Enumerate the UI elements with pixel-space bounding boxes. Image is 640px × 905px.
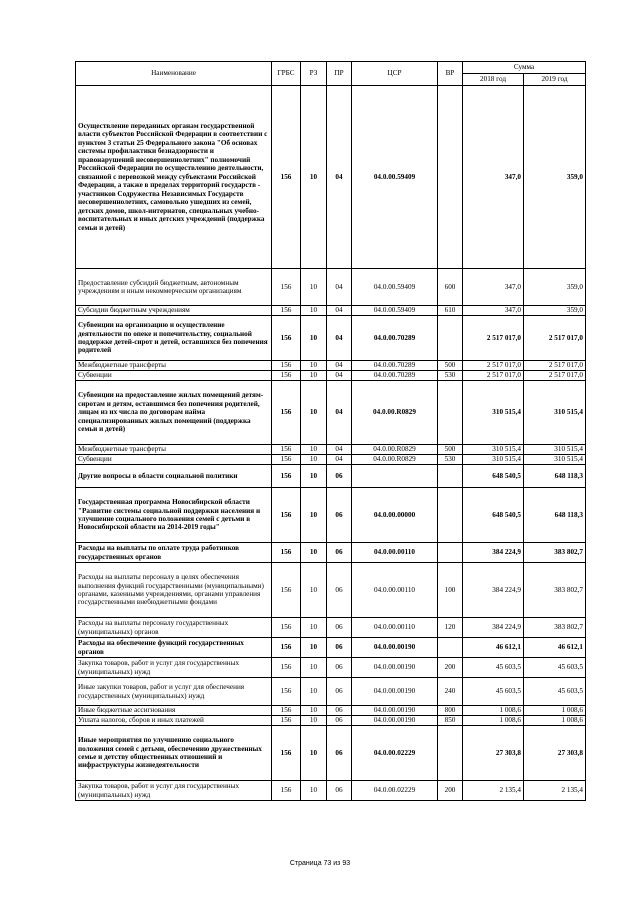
row-vr: 800 bbox=[438, 706, 463, 716]
row-csr: 04.0.00.00190 bbox=[352, 678, 438, 706]
row-rz: 10 bbox=[301, 658, 327, 678]
row-sum-2018: 1 008,6 bbox=[463, 706, 524, 716]
row-sum-2018: 45 603,5 bbox=[463, 678, 524, 706]
row-sum-2018: 1 008,6 bbox=[463, 716, 524, 726]
row-sum-2018: 648 540,5 bbox=[463, 488, 524, 543]
header-grbs: ГРБС bbox=[272, 62, 301, 86]
row-sum-2019: 2 517 017,0 bbox=[524, 316, 586, 361]
row-csr: 04.0.00.00110 bbox=[352, 563, 438, 618]
row-sum-2018: 310 515,4 bbox=[463, 445, 524, 455]
row-pr: 04 bbox=[327, 455, 352, 465]
row-vr: 200 bbox=[438, 658, 463, 678]
row-grbs: 156 bbox=[272, 371, 301, 381]
row-sum-2019: 45 603,5 bbox=[524, 678, 586, 706]
row-sum-2019: 1 008,6 bbox=[524, 706, 586, 716]
row-vr: 850 bbox=[438, 716, 463, 726]
row-sum-2018: 347,0 bbox=[463, 269, 524, 306]
table-header bbox=[76, 62, 586, 86]
row-grbs: 156 bbox=[272, 706, 301, 716]
row-rz: 10 bbox=[301, 638, 327, 658]
row-vr bbox=[438, 488, 463, 543]
row-csr: 04.0.00.R0829 bbox=[352, 455, 438, 465]
table-row bbox=[76, 269, 586, 306]
table-row bbox=[76, 781, 586, 801]
row-sum-2018: 45 603,5 bbox=[463, 658, 524, 678]
row-rz: 10 bbox=[301, 716, 327, 726]
header-pr: ПР bbox=[327, 62, 352, 86]
row-name: Субвенции bbox=[76, 371, 272, 381]
row-rz: 10 bbox=[301, 455, 327, 465]
row-vr: 120 bbox=[438, 618, 463, 638]
row-name: Расходы на выплаты по оплате труда работников государственных органов bbox=[76, 543, 272, 563]
row-csr: 04.0.00.70289 bbox=[352, 316, 438, 361]
table-row bbox=[76, 563, 586, 618]
row-vr: 200 bbox=[438, 781, 463, 801]
row-sum-2018: 384 224,9 bbox=[463, 618, 524, 638]
row-csr bbox=[352, 465, 438, 488]
budget-table bbox=[75, 61, 586, 801]
row-vr: 240 bbox=[438, 678, 463, 706]
row-vr bbox=[438, 638, 463, 658]
row-csr: 04.0.00.00000 bbox=[352, 488, 438, 543]
header-2019: 2019 год bbox=[524, 74, 586, 86]
table-row bbox=[76, 618, 586, 638]
row-pr: 04 bbox=[327, 371, 352, 381]
row-pr: 06 bbox=[327, 543, 352, 563]
row-sum-2019: 310 515,4 bbox=[524, 381, 586, 445]
row-pr: 06 bbox=[327, 638, 352, 658]
row-vr bbox=[438, 543, 463, 563]
row-grbs: 156 bbox=[272, 618, 301, 638]
row-sum-2018: 2 517 017,0 bbox=[463, 361, 524, 371]
row-grbs: 156 bbox=[272, 781, 301, 801]
row-pr: 04 bbox=[327, 316, 352, 361]
table-row bbox=[76, 371, 586, 381]
row-sum-2019: 2 517 017,0 bbox=[524, 371, 586, 381]
row-csr: 04.0.00.00190 bbox=[352, 658, 438, 678]
row-name: Иные мероприятия по улучшению социального положения семей с детьми, обеспечению дружественных семье и детству общественных отношений и инфраструктуры жизнедеятельности bbox=[76, 726, 272, 781]
row-vr: 600 bbox=[438, 269, 463, 306]
row-pr: 06 bbox=[327, 618, 352, 638]
row-sum-2019: 359,0 bbox=[524, 269, 586, 306]
row-sum-2019: 1 008,6 bbox=[524, 716, 586, 726]
row-sum-2019: 45 603,5 bbox=[524, 658, 586, 678]
row-vr: 500 bbox=[438, 361, 463, 371]
row-grbs: 156 bbox=[272, 726, 301, 781]
row-grbs: 156 bbox=[272, 658, 301, 678]
row-sum-2019: 2 135,4 bbox=[524, 781, 586, 801]
row-sum-2019: 46 612,1 bbox=[524, 638, 586, 658]
row-name: Расходы на выплаты персоналу в целях обеспечения выполнения функций государственными (муниципальными) органами, казенными учреждениями, органами управления государственными внебюджетными фондами bbox=[76, 563, 272, 618]
table-row bbox=[76, 361, 586, 371]
row-rz: 10 bbox=[301, 726, 327, 781]
row-grbs: 156 bbox=[272, 269, 301, 306]
row-sum-2018: 2 135,4 bbox=[463, 781, 524, 801]
row-rz: 10 bbox=[301, 563, 327, 618]
row-name: Межбюджетные трансферты bbox=[76, 361, 272, 371]
row-pr: 04 bbox=[327, 445, 352, 455]
row-rz: 10 bbox=[301, 306, 327, 316]
row-sum-2018: 384 224,9 bbox=[463, 563, 524, 618]
table-row bbox=[76, 455, 586, 465]
row-grbs: 156 bbox=[272, 306, 301, 316]
row-grbs: 156 bbox=[272, 455, 301, 465]
row-pr: 06 bbox=[327, 488, 352, 543]
row-sum-2019: 383 802,7 bbox=[524, 563, 586, 618]
row-csr: 04.0.00.70289 bbox=[352, 361, 438, 371]
row-sum-2019: 383 802,7 bbox=[524, 543, 586, 563]
row-grbs: 156 bbox=[272, 563, 301, 618]
row-vr bbox=[438, 86, 463, 269]
row-rz: 10 bbox=[301, 316, 327, 361]
header-csr: ЦСР bbox=[352, 62, 438, 86]
row-rz: 10 bbox=[301, 361, 327, 371]
row-name: Предоставление субсидий бюджетным, автономным учреждениям и иным некоммерческим организациям bbox=[76, 269, 272, 306]
row-name: Субвенции bbox=[76, 455, 272, 465]
table-row bbox=[76, 445, 586, 455]
row-pr: 06 bbox=[327, 678, 352, 706]
table-row bbox=[76, 706, 586, 716]
table-row bbox=[76, 638, 586, 658]
row-rz: 10 bbox=[301, 86, 327, 269]
page-number: Страница 73 из 93 bbox=[289, 860, 351, 867]
row-csr: 04.0.00.00110 bbox=[352, 543, 438, 563]
row-grbs: 156 bbox=[272, 638, 301, 658]
row-csr: 04.0.00.70289 bbox=[352, 371, 438, 381]
row-vr: 500 bbox=[438, 445, 463, 455]
row-sum-2019: 27 303,8 bbox=[524, 726, 586, 781]
row-pr: 04 bbox=[327, 361, 352, 371]
row-pr: 04 bbox=[327, 86, 352, 269]
table-row bbox=[76, 465, 586, 488]
row-csr: 04.0.00.R0829 bbox=[352, 445, 438, 455]
row-rz: 10 bbox=[301, 618, 327, 638]
row-vr: 530 bbox=[438, 371, 463, 381]
row-sum-2019: 383 802,7 bbox=[524, 618, 586, 638]
row-csr: 04.0.00.59409 bbox=[352, 306, 438, 316]
header-name: Наименование bbox=[76, 62, 272, 86]
row-pr: 04 bbox=[327, 306, 352, 316]
row-vr bbox=[438, 726, 463, 781]
row-pr: 06 bbox=[327, 726, 352, 781]
row-rz: 10 bbox=[301, 543, 327, 563]
row-name: Закупка товаров, работ и услуг для государственных (муниципальных) нужд bbox=[76, 658, 272, 678]
row-grbs: 156 bbox=[272, 543, 301, 563]
row-csr: 04.0.00.00190 bbox=[352, 638, 438, 658]
row-name: Государственная программа Новосибирской области "Развитие системы социальной поддержки населения и улучшение социального положения семей с детьми в Новосибирской области на 2014-2019 годы" bbox=[76, 488, 272, 543]
row-name: Межбюджетные трансферты bbox=[76, 445, 272, 455]
header-vr: ВР bbox=[438, 62, 463, 86]
row-grbs: 156 bbox=[272, 488, 301, 543]
row-rz: 10 bbox=[301, 706, 327, 716]
row-sum-2018: 648 540,5 bbox=[463, 465, 524, 488]
row-pr: 06 bbox=[327, 465, 352, 488]
table-row bbox=[76, 488, 586, 543]
table-row bbox=[76, 543, 586, 563]
row-rz: 10 bbox=[301, 445, 327, 455]
row-name: Субвенции на организацию и осуществление деятельности по опеке и попечительству, социальной поддержке детей-сирот и детей, оставшихся без попечения родителей bbox=[76, 316, 272, 361]
table-row bbox=[76, 86, 586, 269]
row-sum-2018: 310 515,4 bbox=[463, 381, 524, 445]
row-rz: 10 bbox=[301, 371, 327, 381]
row-name: Расходы на выплаты персоналу государственных (муниципальных) органов bbox=[76, 618, 272, 638]
row-name: Осуществление переданных органам государственной власти субъектов Российской Федерации в соответствии с пунктом 3 статьи 25 Федерального закона "Об основах системы профилактики безнадзорности и правонарушений несовершеннолетних" полномочий Российской Федерации по осуществлению деятельности, связанной с перевозкой между субъектами Российской Федерации, а также в пределах территорий государств - участников Содружества Независимых Государств несовершеннолетних, самовольно ушедших из семей, детских домов, школ-интернатов, специальных учебно-воспитательных и иных детских учреждений (поддержка семьи и детей) bbox=[76, 86, 272, 269]
row-rz: 10 bbox=[301, 381, 327, 445]
row-sum-2019: 310 515,4 bbox=[524, 455, 586, 465]
row-vr bbox=[438, 465, 463, 488]
row-rz: 10 bbox=[301, 781, 327, 801]
row-grbs: 156 bbox=[272, 678, 301, 706]
row-vr: 100 bbox=[438, 563, 463, 618]
row-pr: 06 bbox=[327, 706, 352, 716]
row-name: Субвенции на предоставление жилых помещений детям-сиротам и детям, оставшимся без попечения родителей, лицам из их числа по договорам найма специализированных жилых помещений (поддержка семьи и детей) bbox=[76, 381, 272, 445]
row-vr bbox=[438, 316, 463, 361]
row-pr: 06 bbox=[327, 716, 352, 726]
row-vr: 610 bbox=[438, 306, 463, 316]
table-row bbox=[76, 381, 586, 445]
row-sum-2018: 347,0 bbox=[463, 86, 524, 269]
header-rz: РЗ bbox=[301, 62, 327, 86]
row-sum-2018: 2 517 017,0 bbox=[463, 316, 524, 361]
row-sum-2018: 347,0 bbox=[463, 306, 524, 316]
row-vr: 530 bbox=[438, 455, 463, 465]
row-grbs: 156 bbox=[272, 86, 301, 269]
row-grbs: 156 bbox=[272, 445, 301, 455]
row-rz: 10 bbox=[301, 488, 327, 543]
header-sum: Сумма bbox=[463, 62, 586, 74]
row-pr: 06 bbox=[327, 658, 352, 678]
row-grbs: 156 bbox=[272, 465, 301, 488]
row-sum-2019: 2 517 017,0 bbox=[524, 361, 586, 371]
table-row bbox=[76, 316, 586, 361]
row-sum-2019: 648 118,3 bbox=[524, 465, 586, 488]
row-sum-2018: 384 224,9 bbox=[463, 543, 524, 563]
row-name: Другие вопросы в области социальной политики bbox=[76, 465, 272, 488]
row-rz: 10 bbox=[301, 678, 327, 706]
header-2018: 2018 год bbox=[463, 74, 524, 86]
row-sum-2018: 27 303,8 bbox=[463, 726, 524, 781]
table-row bbox=[76, 716, 586, 726]
row-csr: 04.0.00.59409 bbox=[352, 269, 438, 306]
row-sum-2018: 310 515,4 bbox=[463, 455, 524, 465]
row-sum-2019: 359,0 bbox=[524, 306, 586, 316]
row-grbs: 156 bbox=[272, 381, 301, 445]
row-name: Иные закупки товаров, работ и услуг для обеспечения государственных (муниципальных) нужд bbox=[76, 678, 272, 706]
row-csr: 04.0.00.02229 bbox=[352, 781, 438, 801]
row-sum-2018: 46 612,1 bbox=[463, 638, 524, 658]
row-sum-2019: 648 118,3 bbox=[524, 488, 586, 543]
row-csr: 04.0.00.00190 bbox=[352, 716, 438, 726]
row-grbs: 156 bbox=[272, 361, 301, 371]
row-pr: 04 bbox=[327, 269, 352, 306]
table-row bbox=[76, 678, 586, 706]
row-name: Субсидии бюджетным учреждениям bbox=[76, 306, 272, 316]
row-name: Иные бюджетные ассигнования bbox=[76, 706, 272, 716]
row-csr: 04.0.00.02229 bbox=[352, 726, 438, 781]
row-grbs: 156 bbox=[272, 316, 301, 361]
row-csr: 04.0.00.R0829 bbox=[352, 381, 438, 445]
row-name: Расходы на обеспечение функций государственных органов bbox=[76, 638, 272, 658]
row-sum-2019: 310 515,4 bbox=[524, 445, 586, 455]
table-row bbox=[76, 306, 586, 316]
row-pr: 06 bbox=[327, 563, 352, 618]
row-rz: 10 bbox=[301, 269, 327, 306]
row-name: Закупка товаров, работ и услуг для государственных (муниципальных) нужд bbox=[76, 781, 272, 801]
row-sum-2019: 359,0 bbox=[524, 86, 586, 269]
row-grbs: 156 bbox=[272, 716, 301, 726]
row-sum-2018: 2 517 017,0 bbox=[463, 371, 524, 381]
table-row bbox=[76, 658, 586, 678]
row-pr: 04 bbox=[327, 381, 352, 445]
row-csr: 04.0.00.59409 bbox=[352, 86, 438, 269]
row-name: Уплата налогов, сборов и иных платежей bbox=[76, 716, 272, 726]
row-csr: 04.0.00.00110 bbox=[352, 618, 438, 638]
table-row bbox=[76, 726, 586, 781]
row-rz: 10 bbox=[301, 465, 327, 488]
row-vr bbox=[438, 381, 463, 445]
row-pr: 06 bbox=[327, 781, 352, 801]
row-csr: 04.0.00.00190 bbox=[352, 706, 438, 716]
